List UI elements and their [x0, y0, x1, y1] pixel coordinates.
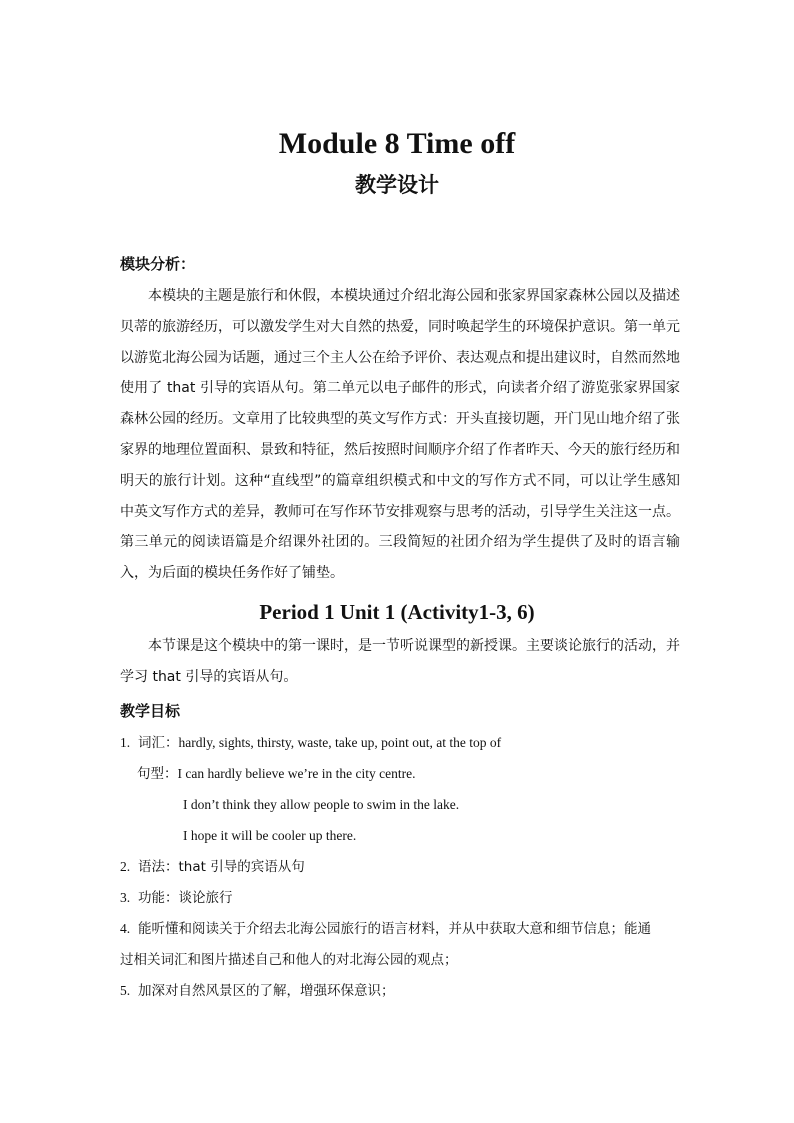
pattern-sentence: I can hardly believe we’re in the city centre. [177, 766, 416, 781]
objective-text: 加深对自然风景区的了解，增强环保意识； [138, 983, 395, 999]
objective-item-1 [120, 732, 501, 754]
period-intro-paragraph [120, 631, 680, 693]
vocabulary-list: hardly, sights, thirsty, waste, take up, point out, at the top of [178, 735, 502, 750]
analysis-text: 本模块的主题是旅行和休假，本模块通过介绍北海公园和张家界国家森林公园以及描述贝蒂的旅游经历，可以激发学生对大自然的热爱，同时唤起学生的环境保护意识。第一单元以游览北海公园为话题，通过三个主人公在给予评价、表达观点和提出建议时，自然而然地使用了 that 引导的宾语从句。第二单元以电子邮件的形式，向读者介绍了游览张家界国家森林公园的经历。文章用了比较典型的英文写作方式：开头直接切题，开门见山地介绍了张家界的地理位置面积、景致和特征，然后按照时间顺序介绍了作者昨天、今天的旅行经历和明天的旅行计划。这种“直线型”的篇章组织模式和中文的写作方式不同，可以让学生感知中英文写作方式的差异，教师可在写作环节安排观察与思考的活动，引导学生关注这一点。第三单元的阅读语篇是介绍课外社团的。三段简短的社团介绍为学生提供了及时的语言输入，为后面的模块任务作好了铺垫。 [120, 288, 680, 582]
objective-number: 1. [120, 735, 131, 750]
objective-number: 5. [120, 983, 131, 998]
objective-text: 功能：谈论旅行 [138, 890, 233, 906]
analysis-heading: 模块分析： [120, 255, 196, 273]
objectives-heading: 教学目标 [120, 702, 181, 720]
objective-number: 2. [120, 859, 131, 874]
sentence-pattern-2: I don’t think they allow people to swim in the lake. [183, 797, 460, 812]
objective-text: 能听懂和阅读关于介绍去北海公园旅行的语言材料，并从中获取大意和细节信息；能通 [138, 921, 651, 937]
objective-item-4 [120, 918, 651, 940]
pattern-label: 句型： [137, 766, 178, 782]
objective-text: 语法：that 引导的宾语从句 [138, 859, 305, 875]
document-subtitle: 教学设计 [355, 173, 439, 197]
objective-item-3 [120, 887, 233, 909]
document-title: Module 8 Time off [278, 127, 516, 160]
sentence-pattern-3: I hope it will be cooler up there. [183, 828, 357, 843]
objective-item-2 [120, 856, 305, 878]
objective-label: 词汇： [138, 735, 179, 751]
objective-item-5 [120, 980, 395, 1002]
objective-item-4-continued: 过相关词汇和图片描述自己和他人的对北海公园的观点； [120, 952, 458, 968]
analysis-paragraph [120, 281, 680, 589]
objective-number: 4. [120, 921, 131, 936]
sentence-pattern-1 [137, 763, 416, 785]
objective-number: 3. [120, 890, 131, 905]
period-title: Period 1 Unit 1 (Activity1-3, 6) [259, 600, 535, 624]
period-intro-text: 本节课是这个模块中的第一课时，是一节听说课型的新授课。主要谈论旅行的活动，并学习 that 引导的宾语从句。 [120, 638, 680, 685]
